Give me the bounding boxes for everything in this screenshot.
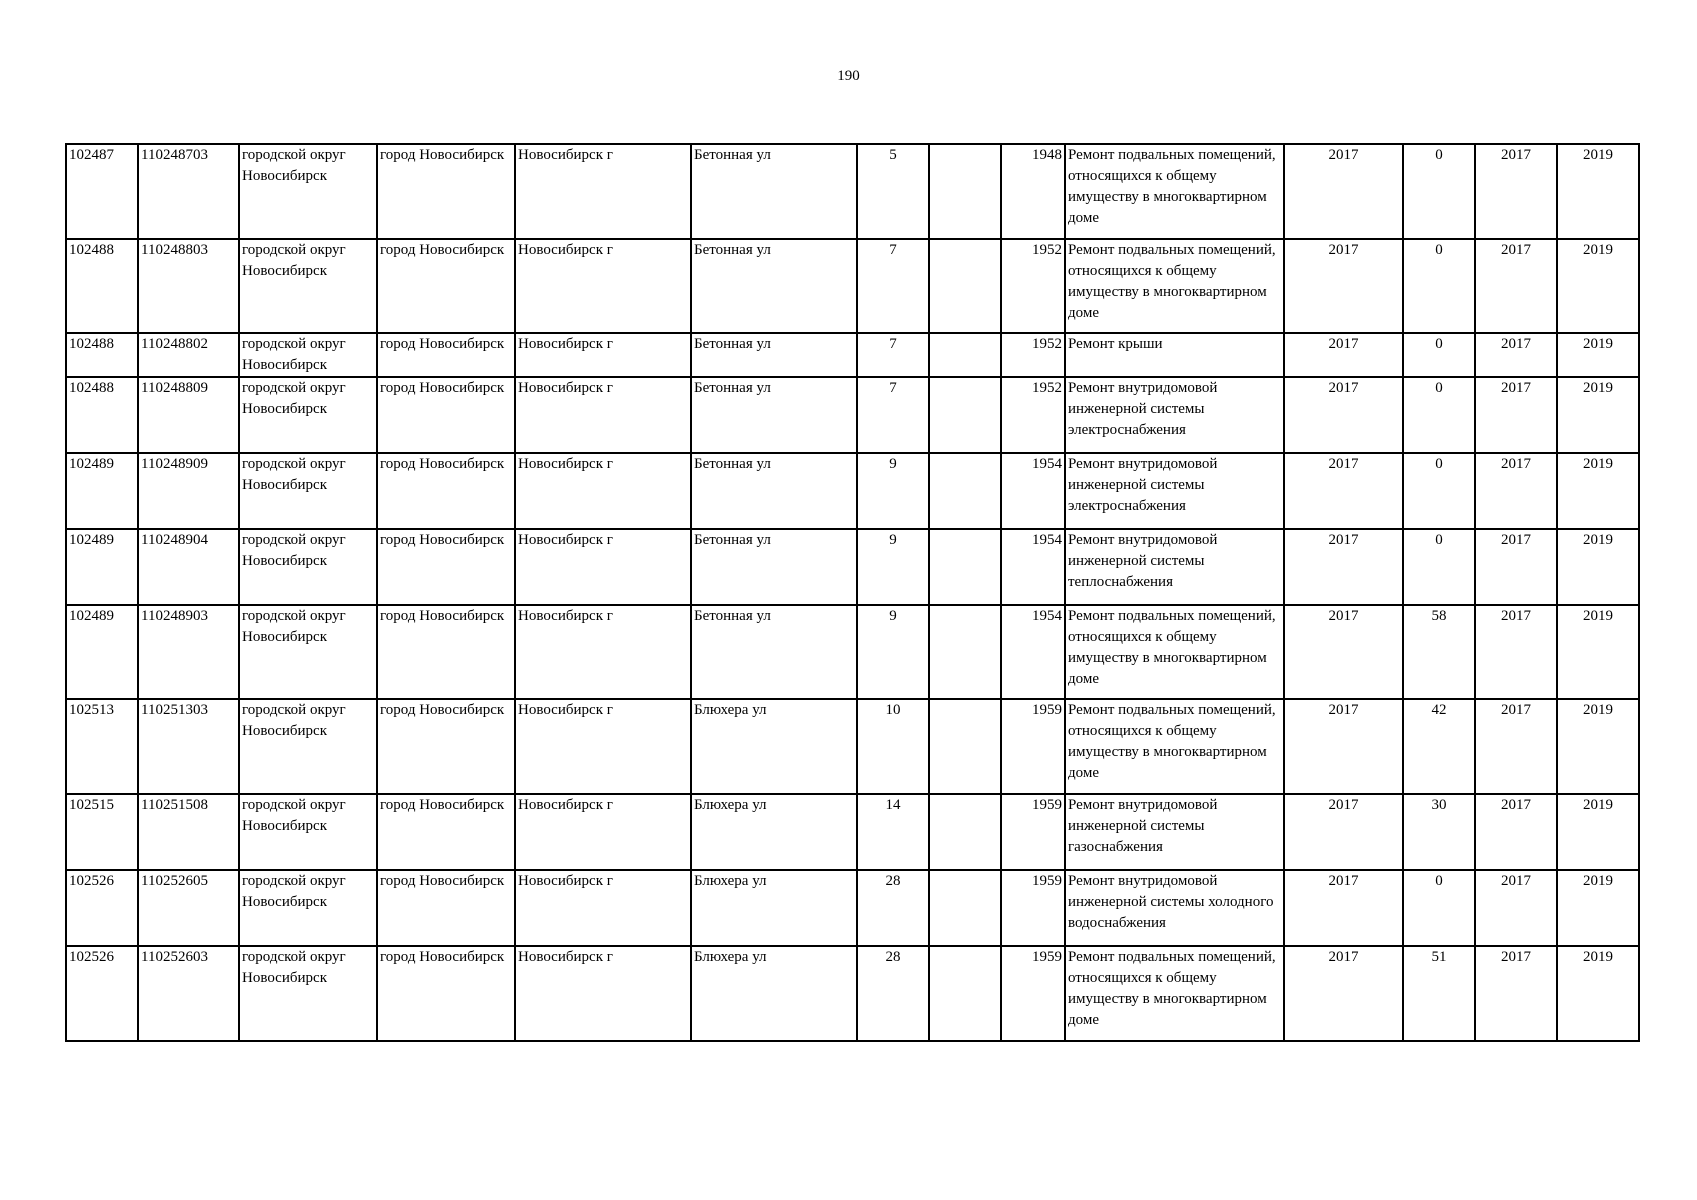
cell-build-year: 1952 xyxy=(1001,239,1065,333)
table-row xyxy=(66,333,1639,377)
cell-work-code: 110248904 xyxy=(138,529,239,605)
table-row xyxy=(66,377,1639,453)
cell-value: 0 xyxy=(1403,453,1475,529)
table-row xyxy=(66,239,1639,333)
cell-year: 2017 xyxy=(1284,529,1403,605)
cell-work-type: Ремонт подвальных помещений, относящихся к общему имуществу в многоквартирном доме xyxy=(1065,144,1284,239)
cell-value: 0 xyxy=(1403,870,1475,946)
cell-house-number: 28 xyxy=(857,870,929,946)
cell-plan-end: 2019 xyxy=(1557,529,1639,605)
cell-house-id: 102526 xyxy=(66,870,138,946)
cell-building xyxy=(929,870,1001,946)
cell-street: Блюхера ул xyxy=(691,794,857,870)
cell-plan-start: 2017 xyxy=(1475,699,1557,794)
cell-district: городской округ Новосибирск xyxy=(239,239,377,333)
cell-value: 0 xyxy=(1403,529,1475,605)
cell-house-id: 102489 xyxy=(66,453,138,529)
cell-settlement: город Новосибирск xyxy=(377,333,515,377)
table-row xyxy=(66,453,1639,529)
cell-build-year: 1952 xyxy=(1001,377,1065,453)
cell-house-number: 7 xyxy=(857,377,929,453)
cell-building xyxy=(929,333,1001,377)
cell-house-number: 7 xyxy=(857,239,929,333)
cell-street: Бетонная ул xyxy=(691,144,857,239)
cell-work-code: 110252603 xyxy=(138,946,239,1041)
cell-build-year: 1954 xyxy=(1001,453,1065,529)
cell-work-type: Ремонт внутридомовой инженерной системы холодного водоснабжения xyxy=(1065,870,1284,946)
cell-plan-start: 2017 xyxy=(1475,377,1557,453)
cell-build-year: 1959 xyxy=(1001,946,1065,1041)
cell-city: Новосибирск г xyxy=(515,699,691,794)
cell-year: 2017 xyxy=(1284,870,1403,946)
cell-work-code: 110248803 xyxy=(138,239,239,333)
cell-street: Бетонная ул xyxy=(691,453,857,529)
cell-plan-start: 2017 xyxy=(1475,946,1557,1041)
cell-street: Бетонная ул xyxy=(691,529,857,605)
cell-house-id: 102513 xyxy=(66,699,138,794)
cell-work-type: Ремонт внутридомовой инженерной системы газоснабжения xyxy=(1065,794,1284,870)
cell-year: 2017 xyxy=(1284,699,1403,794)
cell-city: Новосибирск г xyxy=(515,794,691,870)
cell-settlement: город Новосибирск xyxy=(377,605,515,699)
cell-plan-start: 2017 xyxy=(1475,333,1557,377)
cell-house-number: 14 xyxy=(857,794,929,870)
cell-build-year: 1959 xyxy=(1001,699,1065,794)
cell-house-id: 102489 xyxy=(66,605,138,699)
cell-build-year: 1959 xyxy=(1001,870,1065,946)
cell-value: 0 xyxy=(1403,333,1475,377)
cell-house-id: 102526 xyxy=(66,946,138,1041)
cell-house-number: 9 xyxy=(857,605,929,699)
table-row xyxy=(66,699,1639,794)
cell-plan-end: 2019 xyxy=(1557,144,1639,239)
cell-work-code: 110248909 xyxy=(138,453,239,529)
cell-plan-end: 2019 xyxy=(1557,239,1639,333)
cell-work-code: 110248809 xyxy=(138,377,239,453)
cell-street: Бетонная ул xyxy=(691,377,857,453)
cell-build-year: 1954 xyxy=(1001,529,1065,605)
cell-house-number: 10 xyxy=(857,699,929,794)
cell-building xyxy=(929,794,1001,870)
cell-plan-start: 2017 xyxy=(1475,453,1557,529)
table-row xyxy=(66,144,1639,239)
page-number: 190 xyxy=(837,68,860,84)
cell-year: 2017 xyxy=(1284,605,1403,699)
cell-house-id: 102488 xyxy=(66,377,138,453)
cell-plan-end: 2019 xyxy=(1557,870,1639,946)
table-row xyxy=(66,794,1639,870)
cell-plan-end: 2019 xyxy=(1557,453,1639,529)
cell-house-number: 9 xyxy=(857,453,929,529)
cell-city: Новосибирск г xyxy=(515,239,691,333)
cell-plan-end: 2019 xyxy=(1557,605,1639,699)
cell-building xyxy=(929,239,1001,333)
cell-value: 0 xyxy=(1403,239,1475,333)
cell-settlement: город Новосибирск xyxy=(377,794,515,870)
cell-district: городской округ Новосибирск xyxy=(239,529,377,605)
cell-work-type: Ремонт подвальных помещений, относящихся к общему имуществу в многоквартирном доме xyxy=(1065,946,1284,1041)
cell-year: 2017 xyxy=(1284,239,1403,333)
cell-plan-start: 2017 xyxy=(1475,144,1557,239)
cell-work-type: Ремонт крыши xyxy=(1065,333,1284,377)
cell-work-type: Ремонт подвальных помещений, относящихся к общему имуществу в многоквартирном доме xyxy=(1065,605,1284,699)
cell-value: 42 xyxy=(1403,699,1475,794)
registry-table xyxy=(65,143,1640,1042)
cell-house-id: 102487 xyxy=(66,144,138,239)
cell-building xyxy=(929,144,1001,239)
cell-settlement: город Новосибирск xyxy=(377,453,515,529)
cell-settlement: город Новосибирск xyxy=(377,946,515,1041)
cell-building xyxy=(929,699,1001,794)
cell-district: городской округ Новосибирск xyxy=(239,794,377,870)
cell-district: городской округ Новосибирск xyxy=(239,333,377,377)
cell-work-type: Ремонт внутридомовой инженерной системы электроснабжения xyxy=(1065,377,1284,453)
cell-value: 51 xyxy=(1403,946,1475,1041)
cell-settlement: город Новосибирск xyxy=(377,239,515,333)
cell-work-code: 110248802 xyxy=(138,333,239,377)
cell-plan-end: 2019 xyxy=(1557,377,1639,453)
cell-work-type: Ремонт подвальных помещений, относящихся к общему имуществу в многоквартирном доме xyxy=(1065,699,1284,794)
cell-plan-start: 2017 xyxy=(1475,794,1557,870)
cell-city: Новосибирск г xyxy=(515,144,691,239)
cell-building xyxy=(929,377,1001,453)
cell-district: городской округ Новосибирск xyxy=(239,946,377,1041)
table-row xyxy=(66,605,1639,699)
cell-plan-start: 2017 xyxy=(1475,870,1557,946)
cell-building xyxy=(929,605,1001,699)
cell-district: городской округ Новосибирск xyxy=(239,377,377,453)
cell-plan-end: 2019 xyxy=(1557,946,1639,1041)
cell-city: Новосибирск г xyxy=(515,946,691,1041)
cell-building xyxy=(929,529,1001,605)
cell-street: Блюхера ул xyxy=(691,699,857,794)
cell-work-type: Ремонт внутридомовой инженерной системы теплоснабжения xyxy=(1065,529,1284,605)
cell-build-year: 1948 xyxy=(1001,144,1065,239)
cell-plan-start: 2017 xyxy=(1475,529,1557,605)
cell-city: Новосибирск г xyxy=(515,377,691,453)
cell-year: 2017 xyxy=(1284,794,1403,870)
cell-plan-end: 2019 xyxy=(1557,699,1639,794)
cell-plan-start: 2017 xyxy=(1475,605,1557,699)
cell-value: 0 xyxy=(1403,144,1475,239)
cell-house-id: 102488 xyxy=(66,333,138,377)
cell-build-year: 1952 xyxy=(1001,333,1065,377)
cell-house-number: 5 xyxy=(857,144,929,239)
cell-street: Блюхера ул xyxy=(691,946,857,1041)
cell-house-id: 102488 xyxy=(66,239,138,333)
cell-work-code: 110251508 xyxy=(138,794,239,870)
cell-street: Бетонная ул xyxy=(691,605,857,699)
cell-work-code: 110251303 xyxy=(138,699,239,794)
cell-house-number: 28 xyxy=(857,946,929,1041)
cell-year: 2017 xyxy=(1284,946,1403,1041)
cell-house-id: 102489 xyxy=(66,529,138,605)
cell-street: Бетонная ул xyxy=(691,333,857,377)
cell-year: 2017 xyxy=(1284,377,1403,453)
cell-value: 30 xyxy=(1403,794,1475,870)
cell-settlement: город Новосибирск xyxy=(377,529,515,605)
cell-city: Новосибирск г xyxy=(515,529,691,605)
cell-year: 2017 xyxy=(1284,333,1403,377)
cell-city: Новосибирск г xyxy=(515,605,691,699)
cell-district: городской округ Новосибирск xyxy=(239,870,377,946)
cell-build-year: 1959 xyxy=(1001,794,1065,870)
cell-district: городской округ Новосибирск xyxy=(239,453,377,529)
cell-city: Новосибирск г xyxy=(515,453,691,529)
table-row xyxy=(66,946,1639,1041)
cell-settlement: город Новосибирск xyxy=(377,377,515,453)
cell-district: городской округ Новосибирск xyxy=(239,605,377,699)
cell-city: Новосибирск г xyxy=(515,870,691,946)
cell-plan-start: 2017 xyxy=(1475,239,1557,333)
cell-work-code: 110248703 xyxy=(138,144,239,239)
cell-city: Новосибирск г xyxy=(515,333,691,377)
cell-house-number: 7 xyxy=(857,333,929,377)
cell-building xyxy=(929,453,1001,529)
cell-work-type: Ремонт внутридомовой инженерной системы электроснабжения xyxy=(1065,453,1284,529)
cell-building xyxy=(929,946,1001,1041)
cell-plan-end: 2019 xyxy=(1557,794,1639,870)
cell-work-code: 110252605 xyxy=(138,870,239,946)
cell-street: Бетонная ул xyxy=(691,239,857,333)
cell-work-type: Ремонт подвальных помещений, относящихся к общему имуществу в многоквартирном доме xyxy=(1065,239,1284,333)
cell-plan-end: 2019 xyxy=(1557,333,1639,377)
cell-settlement: город Новосибирск xyxy=(377,699,515,794)
cell-value: 0 xyxy=(1403,377,1475,453)
cell-house-id: 102515 xyxy=(66,794,138,870)
cell-district: городской округ Новосибирск xyxy=(239,144,377,239)
table-row xyxy=(66,870,1639,946)
cell-year: 2017 xyxy=(1284,144,1403,239)
cell-district: городской округ Новосибирск xyxy=(239,699,377,794)
cell-settlement: город Новосибирск xyxy=(377,144,515,239)
cell-street: Блюхера ул xyxy=(691,870,857,946)
cell-house-number: 9 xyxy=(857,529,929,605)
cell-year: 2017 xyxy=(1284,453,1403,529)
cell-value: 58 xyxy=(1403,605,1475,699)
table-row xyxy=(66,529,1639,605)
cell-build-year: 1954 xyxy=(1001,605,1065,699)
cell-settlement: город Новосибирск xyxy=(377,870,515,946)
cell-work-code: 110248903 xyxy=(138,605,239,699)
